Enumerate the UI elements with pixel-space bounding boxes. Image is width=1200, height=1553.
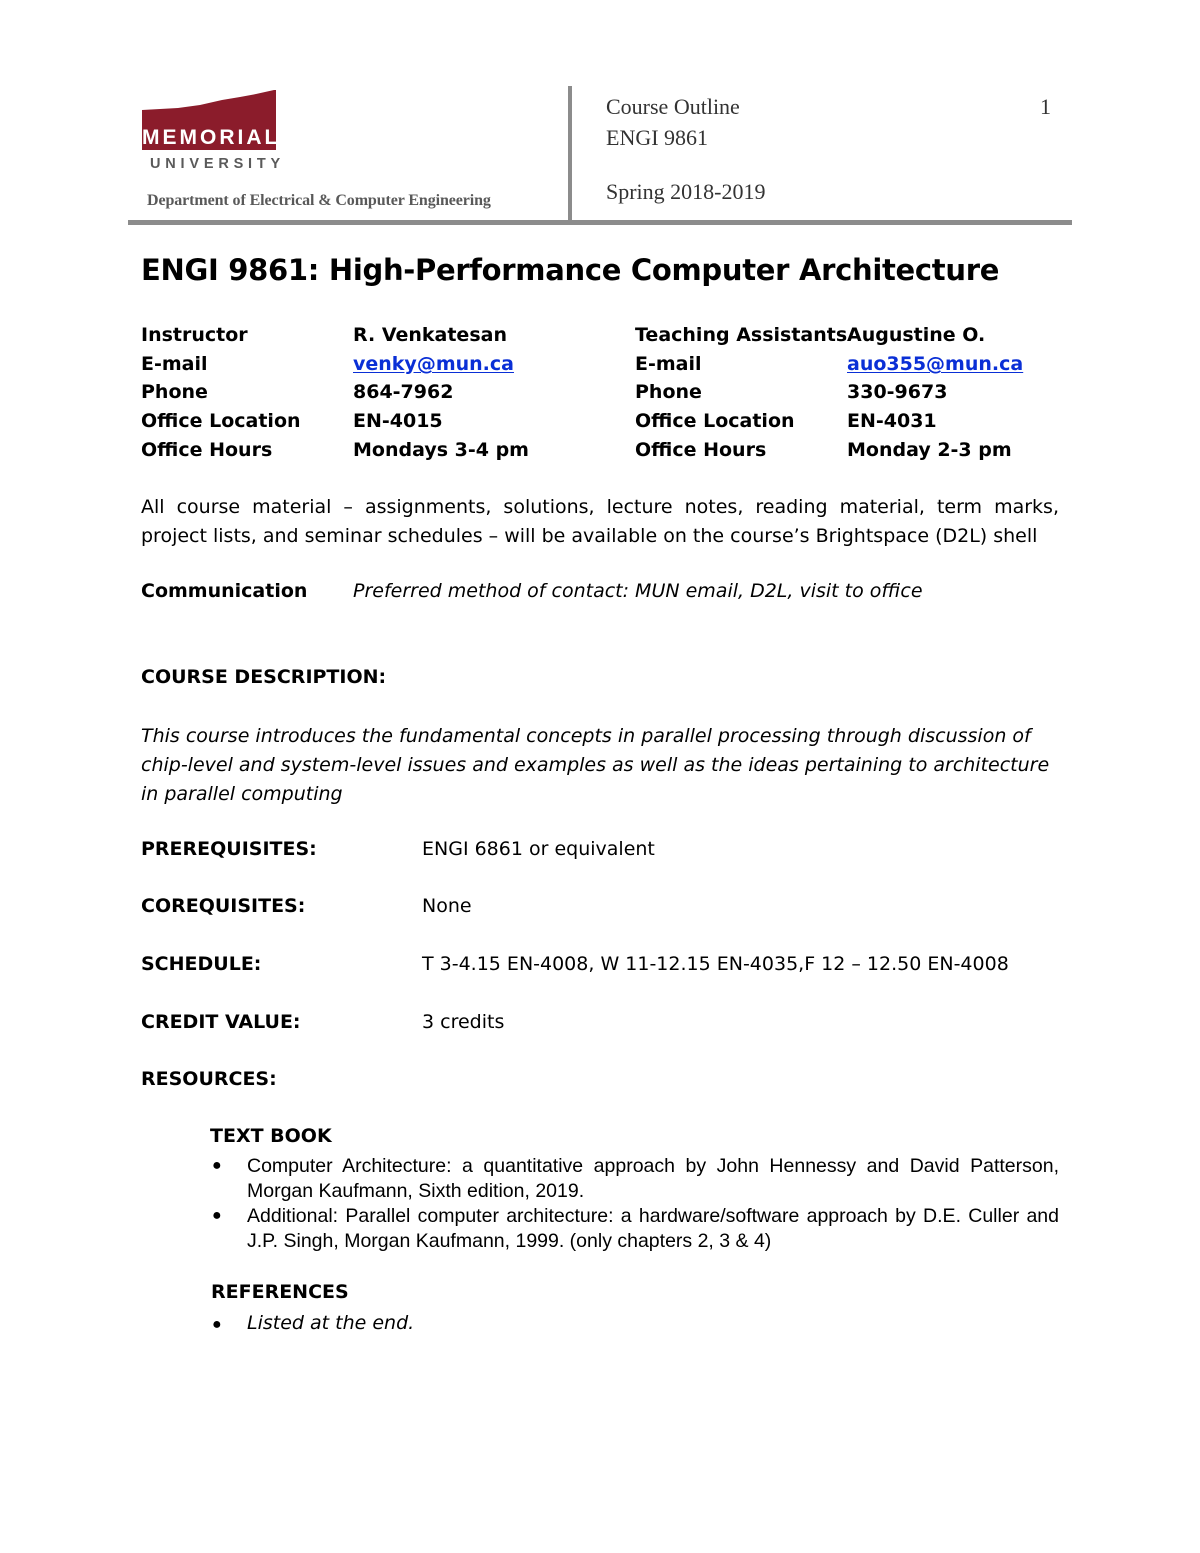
textbook-item: Computer Architecture: a quantitative approach by John Hennessy and David Patterson, Morgan Kaufmann, Sixth edition, 2019. [247,1155,1059,1202]
communication-label: Communication [141,580,308,602]
logo-text-university: UNIVERSITY [150,156,286,172]
header-vertical-divider [568,86,572,220]
ta-office-label: Office Location [635,410,795,432]
bullet-icon: ● [212,1207,222,1224]
reference-item: Listed at the end. [247,1312,415,1334]
memorial-university-logo [140,88,286,174]
communication-value: Preferred method of contact: MUN email, D2L, visit to office [353,580,923,602]
credit-value-label: CREDIT VALUE: [141,1011,301,1033]
ta-office: EN-4031 [847,410,937,432]
textbook-item: Additional: Parallel computer architecture: a hardware/software approach by D.E. Culler and J.P. Singh, Morgan Kaufmann, 1999. (only chapters 2, 3 & 4) [247,1205,1059,1252]
doc-type: Course Outline [606,94,740,119]
ta-email-label: E-mail [635,353,702,375]
bullet-icon: ● [212,1157,222,1174]
instructor-name: R. Venkatesan [353,324,507,346]
textbook-heading: TEXT BOOK [210,1125,332,1147]
credit-value: 3 credits [422,1011,505,1033]
course-title: ENGI 9861: High-Performance Computer Architecture [141,253,1000,287]
corequisites-label: COREQUISITES: [141,895,306,917]
prerequisites-label: PREREQUISITES: [141,838,317,860]
ta-phone-label: Phone [635,381,702,403]
ta-name: Augustine O. [847,324,986,346]
corequisites-value: None [422,895,472,917]
ta-hours-label: Office Hours [635,439,767,461]
references-heading: REFERENCES [211,1281,349,1303]
ta-label: Teaching Assistants [635,324,848,346]
page-number: 1 [1040,94,1051,119]
course-material-note: All course material – assignments, solutions, lecture notes, reading material, term marks, project lists, and seminar schedules – will be available on the course’s Brightspace (D2L) shell [141,496,1059,547]
resources-heading: RESOURCES: [141,1068,277,1090]
prerequisites-value: ENGI 6861 or equivalent [422,838,655,860]
course-code: ENGI 9861 [606,125,709,150]
logo-text-memorial: MEMORIAL [142,126,281,149]
course-description-text: This course introduces the fundamental concepts in parallel processing through discussion of chip-level and system-level issues and examples as well as the ideas pertaining to architecture in parallel computing [141,725,1050,805]
instructor-phone: 864-7962 [353,381,454,403]
course-description-heading: COURSE DESCRIPTION: [141,666,387,688]
bullet-icon: ● [212,1316,222,1333]
instructor-email-label: E-mail [141,353,208,375]
ta-email-link[interactable]: auo355@mun.ca [847,353,1024,375]
schedule-value: T 3-4.15 EN-4008, W 11-12.15 EN-4035,F 12 – 12.50 EN-4008 [422,953,1009,975]
instructor-phone-label: Phone [141,381,208,403]
instructor-label: Instructor [141,324,248,346]
ta-hours: Monday 2-3 pm [847,439,1012,461]
term: Spring 2018-2019 [606,179,766,204]
instructor-office-label: Office Location [141,410,301,432]
department-name: Department of Electrical & Computer Engineering [147,192,491,209]
header-horizontal-divider [128,220,1072,225]
instructor-hours: Mondays 3-4 pm [353,439,529,461]
instructor-office: EN-4015 [353,410,443,432]
schedule-label: SCHEDULE: [141,953,262,975]
instructor-hours-label: Office Hours [141,439,273,461]
ta-phone: 330-9673 [847,381,948,403]
instructor-email-link[interactable]: venky@mun.ca [353,353,514,375]
